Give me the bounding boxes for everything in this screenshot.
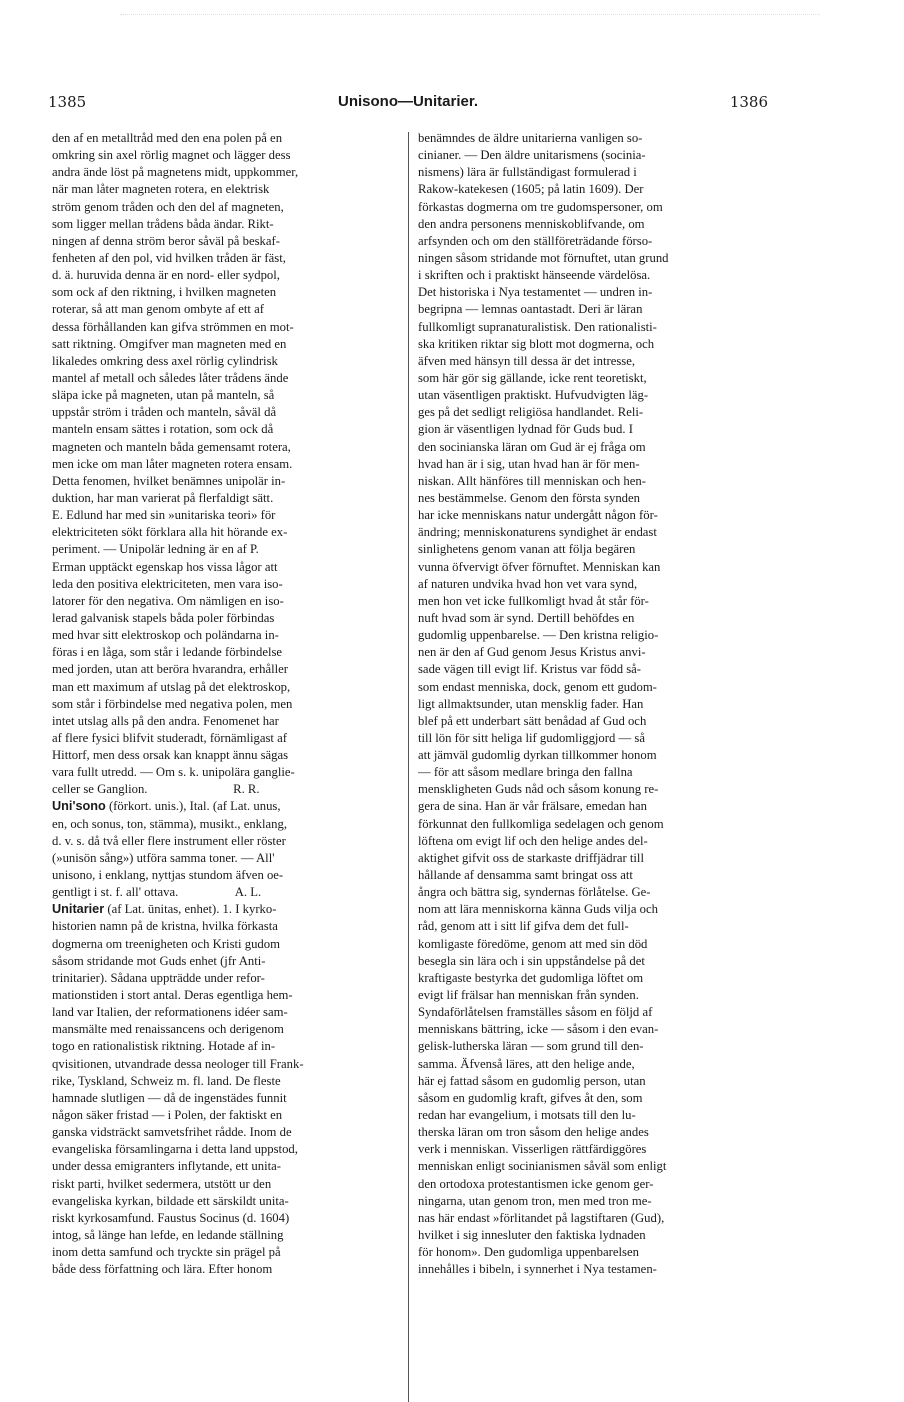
text-line: elektriciteten sökt förklara alla hit hörande ex-: [52, 525, 288, 540]
text-line: (»unisön sång») utföra samma toner. — All': [52, 850, 275, 865]
text-line: den ortodoxa protestantismen icke genom ger-: [418, 1176, 654, 1191]
text-line: land var Italien, der reformationens idéer sam-: [52, 1005, 288, 1020]
text-line: som här gör sig gällande, icke rent teoretiskt,: [418, 370, 647, 385]
text-line: nuft hvad som är synd. Dertill behöfdes en: [418, 610, 635, 625]
text-line: någon säker fristad — i Polen, der faktiskt en: [52, 1108, 283, 1123]
text-line: utan väsentligen praktiskt. Hufvudvigten läg-: [418, 388, 649, 403]
text-line: såsom en gudomlig kraft, gifves åt den, som: [418, 1090, 643, 1105]
text-line: till lön för sitt heliga lif gudomliggjord — så: [418, 730, 645, 745]
text-line: blef på ett underbart sätt benådad af Gud och: [418, 713, 647, 728]
text-line: Uni'sono (förkort. unis.), Ital. (af Lat. unus,: [52, 799, 281, 814]
text-line: niskan. Allt hänföres till menniskan och hen-: [418, 473, 646, 488]
text-line: omkring sin axel rörlig magnet och lägger dess: [52, 148, 291, 163]
text-line: fullkomligt supranaturalistisk. Den rationalisti-: [418, 319, 657, 334]
text-line: en, och sonus, ton, stämma), musikt., enklang,: [52, 816, 288, 831]
text-line: redan har evangelium, i motsats till den lu-: [418, 1108, 636, 1123]
text-line: hvad han är i sig, utan hvad han är för men-: [418, 456, 640, 471]
text-line: roterar, så att man genom ombyte af ett af: [52, 302, 264, 317]
text-line: cinianer. — Den äldre unitarismens (socinia-: [418, 148, 646, 163]
text-line: latorer för den negativa. Om nämligen en iso-: [52, 593, 284, 608]
entry-headword: Uni'sono: [52, 799, 106, 814]
text-line: nas här endast »förlitandet på lagstiftaren (Gud),: [418, 1210, 665, 1225]
text-line: besegla sin lära och i sin uppståndelse på det: [418, 953, 645, 968]
text-line: trinitarier). Sådana uppträdde under refor-: [52, 970, 265, 985]
text-line: manteln ensam sättes i rotation, som ock då: [52, 422, 274, 437]
text-line: therska läran om tron såsom den helige andes: [418, 1125, 649, 1140]
text-line: ändring; menniskonaturens syndighet är endast: [418, 525, 657, 540]
page-number-right: 1386: [729, 93, 768, 111]
left-column: [52, 130, 397, 1278]
text-line: komligaste föredöme, genom att med sin död: [418, 936, 648, 951]
text-line: Rakow-katekesen (1605; på latin 1609). Der: [418, 182, 644, 197]
text-line: af naturen undvika hvad hon vet vara synd,: [418, 576, 638, 591]
text-line: löftena om evigt lif och den helige andes del-: [418, 833, 648, 848]
text-line: för honom». Den gudomliga uppenbarelsen: [418, 1245, 639, 1260]
text-line: rike, Tyskland, Schweiz m. fl. land. De fleste: [52, 1073, 281, 1088]
text-line: mantel af metall och således låter trådens ände: [52, 370, 289, 385]
text-line: d. v. s. då två eller flere instrument eller röster: [52, 833, 286, 848]
text-line: celler se Ganglion. R. R.: [52, 782, 260, 797]
text-line: menniskans bättring, icke — såsom i den evan-: [418, 1022, 659, 1037]
text-line: att jämväl gudomlig dyrkan tillkommer honom: [418, 748, 657, 763]
text-line: leda den positiva elektriciteten, men vara iso-: [52, 576, 283, 591]
running-title: Unisono—Unitarier.: [337, 93, 479, 110]
text-line: arfsynden och om den ställföreträdande förso-: [418, 233, 653, 248]
text-line: Detta fenomen, hvilket benämnes unipolär in-: [52, 473, 286, 488]
text-line: andra ände löst på magnetens midt, uppkommer,: [52, 165, 299, 180]
text-line: med hvar sitt elektroskop och poländarna in-: [52, 628, 279, 643]
text-line: i skriften och i praktiskt hänseende värdelösa.: [418, 268, 651, 283]
text-line: ningen såsom stridande mot förnuftet, utan grund: [418, 250, 669, 265]
bleed-through-text: [120, 14, 820, 23]
text-line: riskt kyrkosamfund. Faustus Socinus (d. 1604): [52, 1210, 290, 1225]
text-line: Hittorf, men dess orsak kan knappt ännu sägas: [52, 748, 289, 763]
text-line: förkastas dogmerna om tre gudomspersoner, om: [418, 199, 663, 214]
text-line: verk i menniskan. Visserligen rättfärdiggöres: [418, 1142, 647, 1157]
text-line: uppstår ström i tråden och manteln, såväl då: [52, 405, 277, 420]
text-line: den af en metalltråd med den ena polen på en: [52, 131, 283, 145]
column-divider: [408, 132, 409, 1402]
text-line: Det historiska i Nya testamentet — undren in-: [418, 285, 653, 300]
text-line: intog, så länge han lefde, en ledande ställning: [52, 1228, 284, 1242]
text-line: sinlighetens genom vanan att följa begären: [418, 542, 636, 557]
text-line: dessa förhållanden kan gifva strömmen en mot-: [52, 319, 294, 334]
text-line: satt riktning. Omgifver man magneten med en: [52, 336, 287, 351]
text-line: innehålles i bibeln, i synnerhet i Nya testamen-: [418, 1262, 657, 1277]
text-line: menskligheten Guds nåd och såsom konung re-: [418, 782, 659, 797]
text-line: ningarna, utan genom tron, men med tron me-: [418, 1193, 652, 1208]
text-line: ångra och bättra sig, syndernas förlåtelse. Ge-: [418, 885, 651, 900]
text-line: Syndaförlåtelsen framställes såsom en följd af: [418, 1005, 653, 1020]
text-line: som ock af den riktning, i hvilken magneten: [52, 285, 277, 300]
text-line: vara fullt utredd. — Om s. k. unipolära ganglie-: [52, 765, 295, 780]
text-line: E. Edlund har med sin »unitariska teori» för: [52, 508, 276, 523]
text-line: d. ä. huruvida denna är en nord- eller sydpol,: [52, 268, 280, 283]
text-line: släpa icke på magneten, utan på manteln, så: [52, 388, 275, 403]
text-line: gera de sina. Han är vår frälsare, emedan han: [418, 799, 647, 814]
text-line: begripna — lemnas oantastadt. Deri är läran: [418, 302, 643, 317]
text-line: vunna öfvervigt öfver förnuftet. Menniskan kan: [418, 559, 661, 574]
text-line: benämndes de äldre unitarierna vanligen so-: [418, 131, 643, 145]
text-line: mansmälte med renaissancens och derigenom: [52, 1022, 284, 1037]
text-line: som ligger mellan trådens båda ändar. Rikt-: [52, 216, 274, 231]
text-line: unisono, i enklang, nyttjas stundom äfven oe-: [52, 868, 284, 883]
text-line: duktion, har man varierat på flerfaldigt sätt.: [52, 490, 274, 505]
text-line: råd, genom att i sitt lif gifva dem det full-: [418, 919, 629, 934]
right-column: [418, 130, 768, 1278]
text-line: lerad galvanisk stapels båda poler förbindas: [52, 610, 275, 625]
text-line: evangeliska församlingarna i detta land uppstod,: [52, 1142, 298, 1157]
text-line: ganska vidsträckt samvetsfrihet rådde. Inom de: [52, 1125, 292, 1140]
text-line: föras i en låga, som står i ledande förbindelse: [52, 645, 283, 660]
text-line: fenheten af den pol, vid hvilken tråden är fäst,: [52, 250, 286, 265]
text-line: äfven med hänsyn till dessa är det intresse,: [418, 353, 636, 368]
text-line: af flere fysici blifvit studeradt, förnämligast af: [52, 730, 287, 745]
text-line: inom detta samfund och tryckte sin prägel på: [52, 1245, 281, 1260]
text-line: aktighet gifvit oss de starkaste driffjädrar till: [418, 850, 644, 865]
text-line: evangeliska kyrkan, bildade ett särskildt unita-: [52, 1193, 289, 1208]
text-line: likaledes omkring dess axel rörlig cylindrisk: [52, 353, 278, 368]
text-line: hvilket i sig innesluter den faktiska lydnaden: [418, 1228, 646, 1242]
text-line: ningen af denna ström beror såväl på beskaf-: [52, 233, 280, 248]
text-line: gelisk-lutherska läran — som grund till den-: [418, 1039, 644, 1054]
text-line: med jorden, utan att beröra hvarandra, erhåller: [52, 662, 289, 677]
text-line: periment. — Unipolär ledning är en af P.: [52, 542, 259, 557]
text-line: mationstiden i stort antal. Deras egentliga hem-: [52, 988, 293, 1003]
text-line: menniskan enligt socinianismen såväl som enligt: [418, 1159, 667, 1174]
text-line: som står i förbindelse med negativa polen, men: [52, 696, 293, 711]
text-line: den socinianska läran om Gud är ej fråga om: [418, 439, 646, 454]
page-number-left: 1385: [48, 93, 87, 111]
text-line: riskt parti, hvilket sedermera, utstött ur den: [52, 1176, 272, 1191]
text-line: magneten och manteln båda gemensamt rotera,: [52, 439, 291, 454]
text-line: såsom stridande mot Guds enhet (jfr Anti-: [52, 953, 266, 968]
page-header: [48, 93, 768, 115]
text-line: Unitarier (af Lat. ūnitas, enhet). 1. I kyrko-: [52, 902, 277, 917]
text-line: nen är den af Gud genom Jesus Kristus anvi-: [418, 645, 646, 660]
text-line: ström genom tråden och den del af magneten,: [52, 199, 284, 214]
text-line: ligt allmaktsunder, utan mensklig fader. Han: [418, 696, 644, 711]
text-line: men hon vet icke fullkomligt hvad åt står för-: [418, 593, 649, 608]
text-line: sade vägen till evigt lif. Kristus var född så-: [418, 662, 642, 677]
text-line: ges på det sedligt religiösa handlandet. Reli-: [418, 405, 644, 420]
text-line: man ett maximum af utslag på det elektroskop,: [52, 679, 291, 694]
text-line: intet utslag alls på den andra. Fenomenet har: [52, 713, 279, 728]
text-line: samma. Äfvenså läres, att den helige ande,: [418, 1056, 635, 1071]
text-line: har icke menniskans natur undergått någon för-: [418, 508, 658, 523]
text-line: gudomlig uppenbarelse. — Den kristna religio-: [418, 628, 659, 643]
text-line: — för att såsom medlare bringa den fallna: [418, 765, 633, 780]
text-line: hållande af densamma samt bringat oss att: [418, 868, 633, 883]
text-line: togo en rationalistisk riktning. Hotade af in-: [52, 1039, 276, 1054]
text-line: Erman upptäckt egenskap hos vissa lågor att: [52, 559, 278, 574]
entry-headword: Unitarier: [52, 902, 105, 917]
text-line: dogmerna om treenigheten och Kristi gudom: [52, 936, 280, 951]
text-line: här ej fattad såsom en gudomlig person, utan: [418, 1073, 646, 1088]
text-line: förkunnat den fullkomliga sedelagen och genom: [418, 816, 664, 831]
text-line: nom att lära menniskorna känna Guds vilja och: [418, 902, 658, 917]
text-line: gentligt i st. f. all' ottava. A. L.: [52, 885, 262, 900]
text-line: under dessa emigranters inflytande, ett unita-: [52, 1159, 282, 1174]
text-line: den andra personens menniskoblifvande, om: [418, 216, 645, 231]
text-line: hamnade slutligen — då de ingenstädes funnit: [52, 1090, 287, 1105]
text-line: nes bestämmelse. Genom den första synden: [418, 490, 640, 505]
text-line: kraftigaste bestyrka det gudomliga löftet om: [418, 970, 644, 985]
text-line: när man låter magneten rotera, en elektrisk: [52, 182, 270, 197]
text-line: qvisitionen, utvandrade dessa neologer till Frank-: [52, 1056, 304, 1071]
text-line: historien namn på de kristna, hvilka förkasta: [52, 919, 278, 934]
text-line: ska kritiken riktar sig blott mot dogmerna, och: [418, 336, 655, 351]
text-line: gion är väsentligen lydnad för Guds bud. I: [418, 422, 633, 437]
text-line: som endast menniska, dock, genom ett gudom-: [418, 679, 657, 694]
text-line: både dess författning och lära. Efter honom: [52, 1262, 273, 1277]
text-line: nismens) lära är fullständigast formulerad i: [418, 165, 637, 180]
text-line: men icke om man låter magneten rotera ensam.: [52, 456, 293, 471]
text-line: evigt lif frälsar han menniskan från synden.: [418, 988, 639, 1003]
